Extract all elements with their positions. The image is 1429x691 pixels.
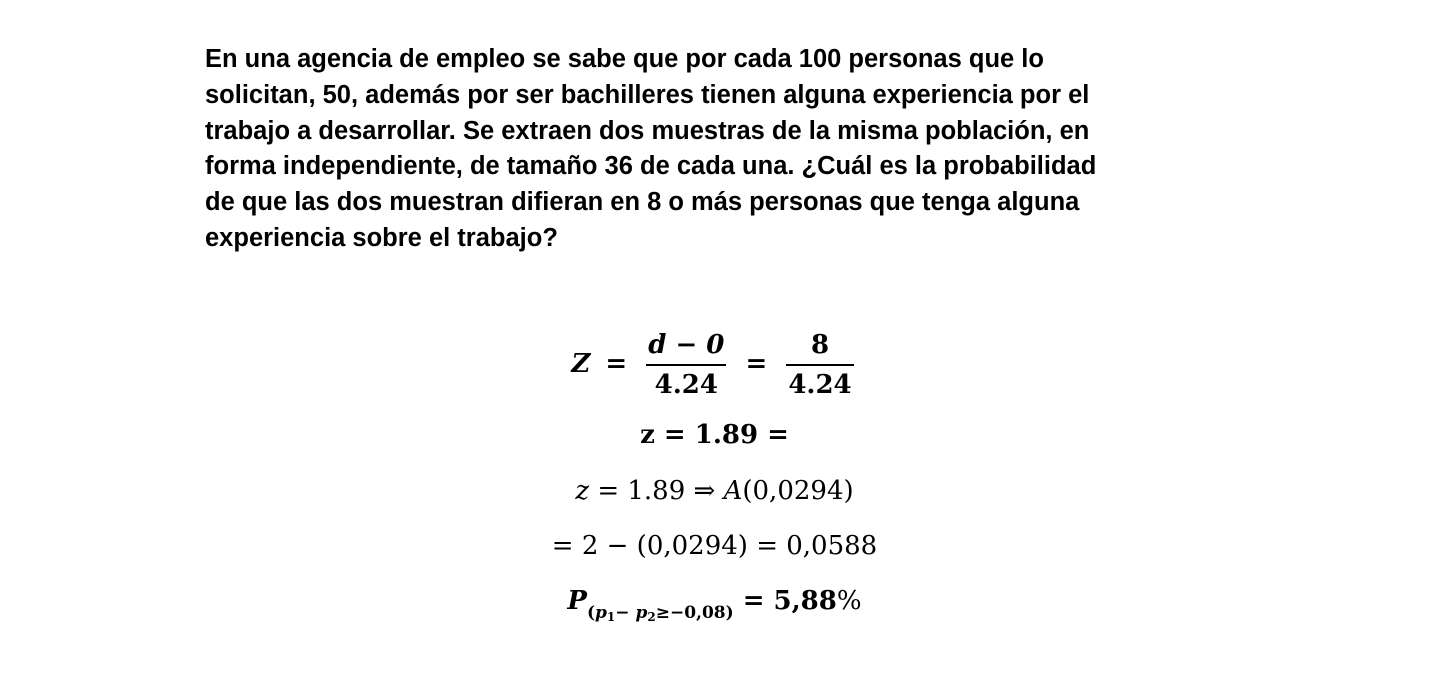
subscript-index-2: 2 <box>647 610 656 624</box>
fraction-1 <box>646 326 726 404</box>
problem-line-4: forma independiente, de tamaño 36 de cada una. ¿Cuál es la probabilidad <box>205 152 1097 181</box>
equation-3-part-2: (0,0294) <box>742 476 854 506</box>
equation-3-part-1: = 1.89 ⇒ <box>589 476 724 506</box>
problem-line-3: trabajo a desarrollar. Se extraen dos muestras de la misma población, en <box>205 116 1090 145</box>
equation-probability <box>0 586 1429 624</box>
probability-subscript <box>587 603 734 623</box>
z-variable-2: z <box>575 476 590 506</box>
equation-z-fraction <box>0 326 1429 404</box>
equals-sign: = <box>605 349 628 379</box>
percent-sign: % <box>836 586 862 616</box>
fraction-2-denominator: 4.24 <box>788 370 852 400</box>
fraction-2-numerator: 8 <box>786 326 853 366</box>
fraction-1-numerator: d − 0 <box>646 326 726 366</box>
area-variable: A <box>723 476 743 506</box>
equals-sign-2: = <box>745 349 768 379</box>
equation-z-area <box>0 476 1429 506</box>
subscript-minus: − <box>615 603 636 623</box>
problem-line-1: En una agencia de empleo se sabe que por cada 100 personas que lo <box>205 45 1044 73</box>
probability-symbol: P <box>567 586 587 616</box>
fraction-1-denominator: 4.24 <box>654 370 718 400</box>
equation-result: = 2 − (0,0294) = 0,0588 <box>551 531 878 561</box>
subscript-open: ( <box>586 603 596 623</box>
equation-z-value: z = 1.89 = <box>640 420 789 450</box>
probability-value: = 5,88 <box>733 586 837 616</box>
problem-line-2: solicitan, 50, además por ser bachilleres tienen alguna experiencia por el <box>205 80 1090 109</box>
z-variable: Z <box>571 349 591 379</box>
problem-line-5: de que las dos muestran difieran en 8 o más personas que tenga alguna <box>205 188 1080 217</box>
problem-statement <box>205 42 1245 257</box>
subscript-rest: ≥−0,08) <box>655 603 734 623</box>
problem-line-6: experiencia sobre el trabajo? <box>205 223 558 252</box>
subscript-p2: p <box>635 603 648 623</box>
subscript-p1: p <box>595 603 607 623</box>
fraction-2 <box>786 326 853 404</box>
subscript-index-1: 1 <box>606 610 616 624</box>
